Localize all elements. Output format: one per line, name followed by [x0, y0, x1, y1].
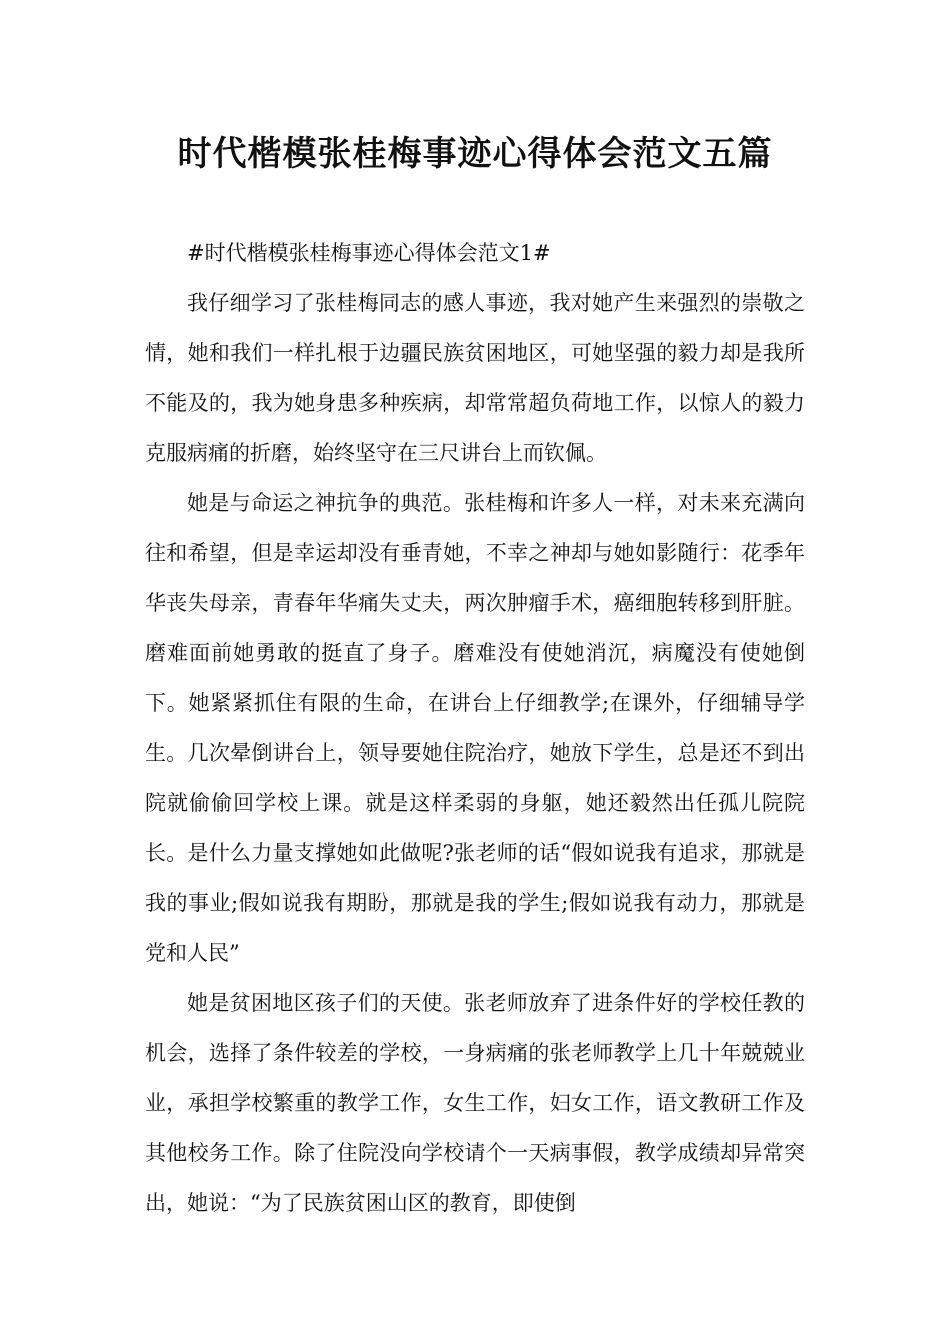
document-body: [145, 228, 805, 1228]
paragraph: 我仔细学习了张桂梅同志的感人事迹，我对她产生来强烈的崇敬之情，她和我们一样扎根于边疆民族贫困地区，可她坚强的毅力却是我所不能及的，我为她身患多种疾病，却常常超负荷地工作，以惊人的毅力克服病痛的折磨，始终坚守在三尺讲台上而钦佩。: [145, 291, 805, 465]
paragraph: 她是与命运之神抗争的典范。张桂梅和许多人一样，对未来充满向往和希望，但是幸运却没有垂青她，不幸之神却与她如影随行：花季年华丧失母亲，青春年华痛失丈夫，两次肿瘤手术，癌细胞转移到肝脏。磨难面前她勇敢的挺直了身子。磨难没有使她消沉，病魔没有使她倒下。她紧紧抓住有限的生命，在讲台上仔细教学;在课外，仔细辅导学生。几次晕倒讲台上，领导要她住院治疗，她放下学生，总是还不到出院就偷偷回学校上课。就是这样柔弱的身躯，她还毅然出任孤儿院院长。是什么力量支撑她如此做呢?张老师的话“假如说我有追求，那就是我的事业;假如说我有期盼，那就是我的学生;假如说我有动力，那就是党和人民”: [145, 491, 805, 965]
document-title: 时代楷模张桂梅事迹心得体会范文五篇: [177, 134, 773, 174]
section-heading: #时代楷模张桂梅事迹心得体会范文1#: [187, 241, 551, 265]
paragraph: 她是贫困地区孩子们的天使。张老师放弃了进条件好的学校任教的机会，选择了条件较差的学校，一身病痛的张老师教学上几十年兢兢业业，承担学校繁重的教学工作，女生工作，妇女工作，语文教研工作及其他校务工作。除了住院没向学校请个一天病事假，教学成绩却异常突出，她说：“为了民族贫困山区的教育，即使倒: [145, 991, 805, 1215]
